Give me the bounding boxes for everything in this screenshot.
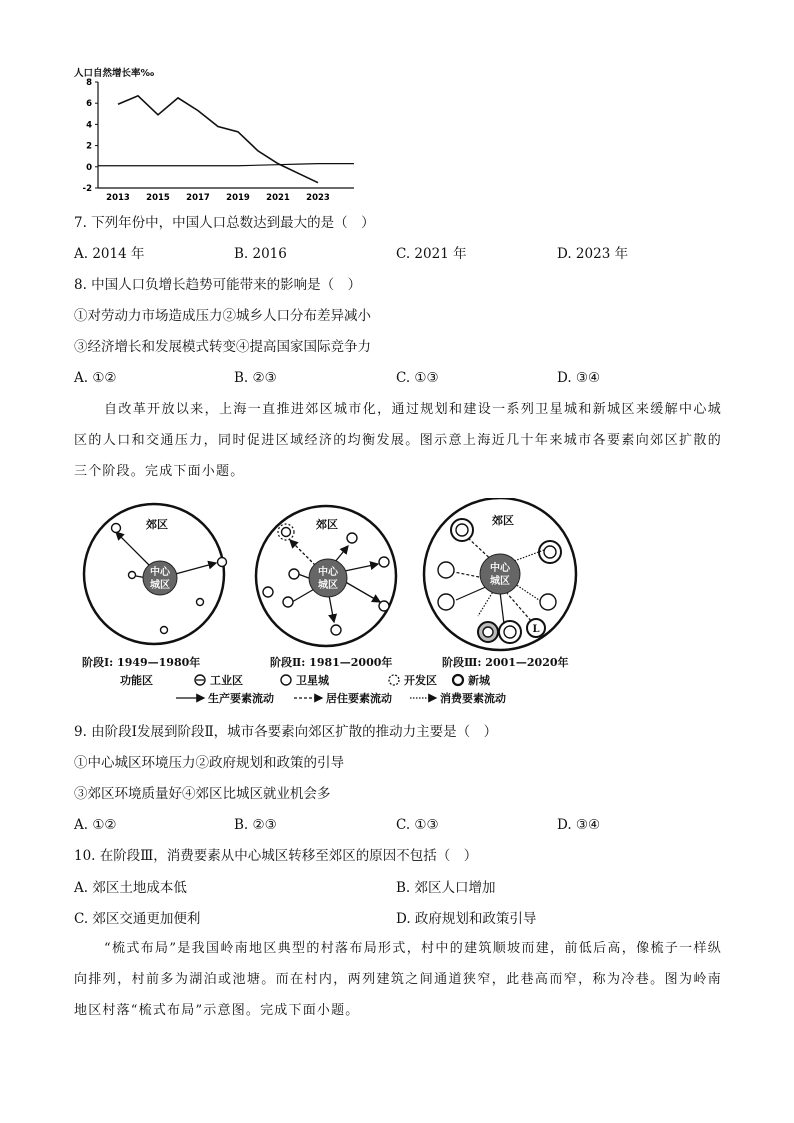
series-line-zero-reference <box>98 164 354 166</box>
suburb-label: 郊区 <box>492 514 514 527</box>
legend-new: 新城 <box>468 674 490 687</box>
q9-option-b[interactable]: B. ②③ <box>234 817 277 833</box>
x-tick-label: 2017 <box>186 193 210 203</box>
q10-option-b[interactable]: B. 郊区人口增加 <box>396 880 496 896</box>
x-tick-label: 2023 <box>306 193 330 203</box>
legend-satellite: 卫星城 <box>296 674 329 687</box>
center-label-1: 中心 <box>150 567 170 578</box>
q9-option-c[interactable]: C. ①③ <box>396 817 439 833</box>
series-line-growth-rate <box>118 96 318 183</box>
letter-l: L <box>532 624 540 635</box>
q9-statements-2: ③郊区环境质量好④郊区比城区就业机会多 <box>74 786 331 802</box>
stage-3-label: 阶段Ⅲ: 2001—2020年 <box>442 656 569 669</box>
y-tick-label: 4 <box>86 120 92 131</box>
legend-dev: 开发区 <box>404 674 437 687</box>
suburb-label: 郊区 <box>316 518 338 531</box>
q8-statements-1: ①对劳动力市场造成压力②城乡人口分布差异减小 <box>74 308 371 324</box>
q8-option-a[interactable]: A. ①② <box>74 370 117 386</box>
stage-2-diagram <box>256 506 396 646</box>
x-tick-label: 2013 <box>106 193 130 203</box>
q7-option-b[interactable]: B. 2016 <box>234 246 287 262</box>
y-tick-label: 2 <box>86 141 92 152</box>
y-tick-label: 0 <box>86 162 92 173</box>
q8-option-d[interactable]: D. ③④ <box>557 370 601 386</box>
q10-option-a[interactable]: A. 郊区土地成本低 <box>74 880 187 896</box>
suburbanization-diagram <box>80 498 600 708</box>
x-tick-label: 2019 <box>226 193 250 203</box>
passage-shanghai: 自改革开放以来，上海一直推进郊区城市化，通过规划和建设一系列卫星城和新城区来缓解中心城区的人口和交通压力，同时促进区域经济的均衡发展。图示意上海近几十年来城市各要素向郊区扩散的三个阶段。完成下面小题。 <box>74 402 722 479</box>
q8-stem: 8. 中国人口负增长趋势可能带来的影响是（ ） <box>74 277 362 293</box>
population-growth-chart <box>70 64 370 209</box>
q7-option-d[interactable]: D. 2023 年 <box>557 246 629 262</box>
q8-statements-2: ③经济增长和发展模式转变④提高国家国际竞争力 <box>74 339 371 355</box>
q9-option-d[interactable]: D. ③④ <box>557 817 601 833</box>
stage-2-label: 阶段Ⅱ: 1981—2000年 <box>270 656 393 669</box>
x-tick-label: 2015 <box>146 193 170 203</box>
center-label-1: 中心 <box>490 563 510 574</box>
passage-lingnan: “梳式布局”是我国岭南地区典型的村落布局形式，村中的建筑顺坡而建，前低后高，像梳子一样纵向排列，村前多为湖泊或池塘。而在村内，两列建筑之间通道狭窄，此巷高而窄，称为冷巷。图为岭南地区村落“梳式布局”示意图。完成下面小题。 <box>74 941 722 1018</box>
q7-stem: 7. 下列年份中，中国人口总数达到最大的是（ ） <box>74 215 375 231</box>
q9-stem: 9. 由阶段Ⅰ发展到阶段Ⅱ，城市各要素向郊区扩散的推动力主要是（ ） <box>74 724 498 740</box>
q7-option-c[interactable]: C. 2021 年 <box>396 246 467 262</box>
chart-ylabel: 人口自然增长率‰ <box>74 68 155 79</box>
center-label-1: 中心 <box>318 567 338 578</box>
center-label-2: 城区 <box>490 576 510 587</box>
q10-stem: 10. 在阶段Ⅲ，消费要素从中心城区转移至郊区的原因不包括（ ） <box>74 848 478 864</box>
suburb-label: 郊区 <box>146 518 168 531</box>
q7-option-a[interactable]: A. 2014 年 <box>74 246 145 262</box>
q10-option-d[interactable]: D. 政府规划和政策引导 <box>396 911 537 927</box>
q8-option-c[interactable]: C. ①③ <box>396 370 439 386</box>
legend-flow-cons: 消费要素流动 <box>440 692 506 705</box>
y-tick-label: 8 <box>86 78 92 88</box>
legend-title: 功能区 <box>120 674 153 687</box>
y-tick-label: 6 <box>86 99 92 110</box>
stage-3-diagram <box>424 498 576 650</box>
center-label-2: 城区 <box>318 580 338 591</box>
legend-flow-prod: 生产要素流动 <box>208 692 274 705</box>
q10-option-c[interactable]: C. 郊区交通更加便利 <box>74 911 201 927</box>
q8-option-b[interactable]: B. ②③ <box>234 370 277 386</box>
y-tick-label: -2 <box>82 184 92 194</box>
diagram-legend <box>120 673 506 705</box>
legend-flow-res: 居住要素流动 <box>326 692 392 705</box>
q9-statements-1: ①中心城区环境压力②政府规划和政策的引导 <box>74 755 344 771</box>
center-label-2: 城区 <box>150 580 170 591</box>
legend-industry: 工业区 <box>210 674 243 687</box>
stage-1-label: 阶段Ⅰ: 1949—1980年 <box>82 656 201 669</box>
q9-option-a[interactable]: A. ①② <box>74 817 117 833</box>
x-tick-label: 2021 <box>266 193 290 203</box>
stage-1-diagram <box>84 504 227 644</box>
